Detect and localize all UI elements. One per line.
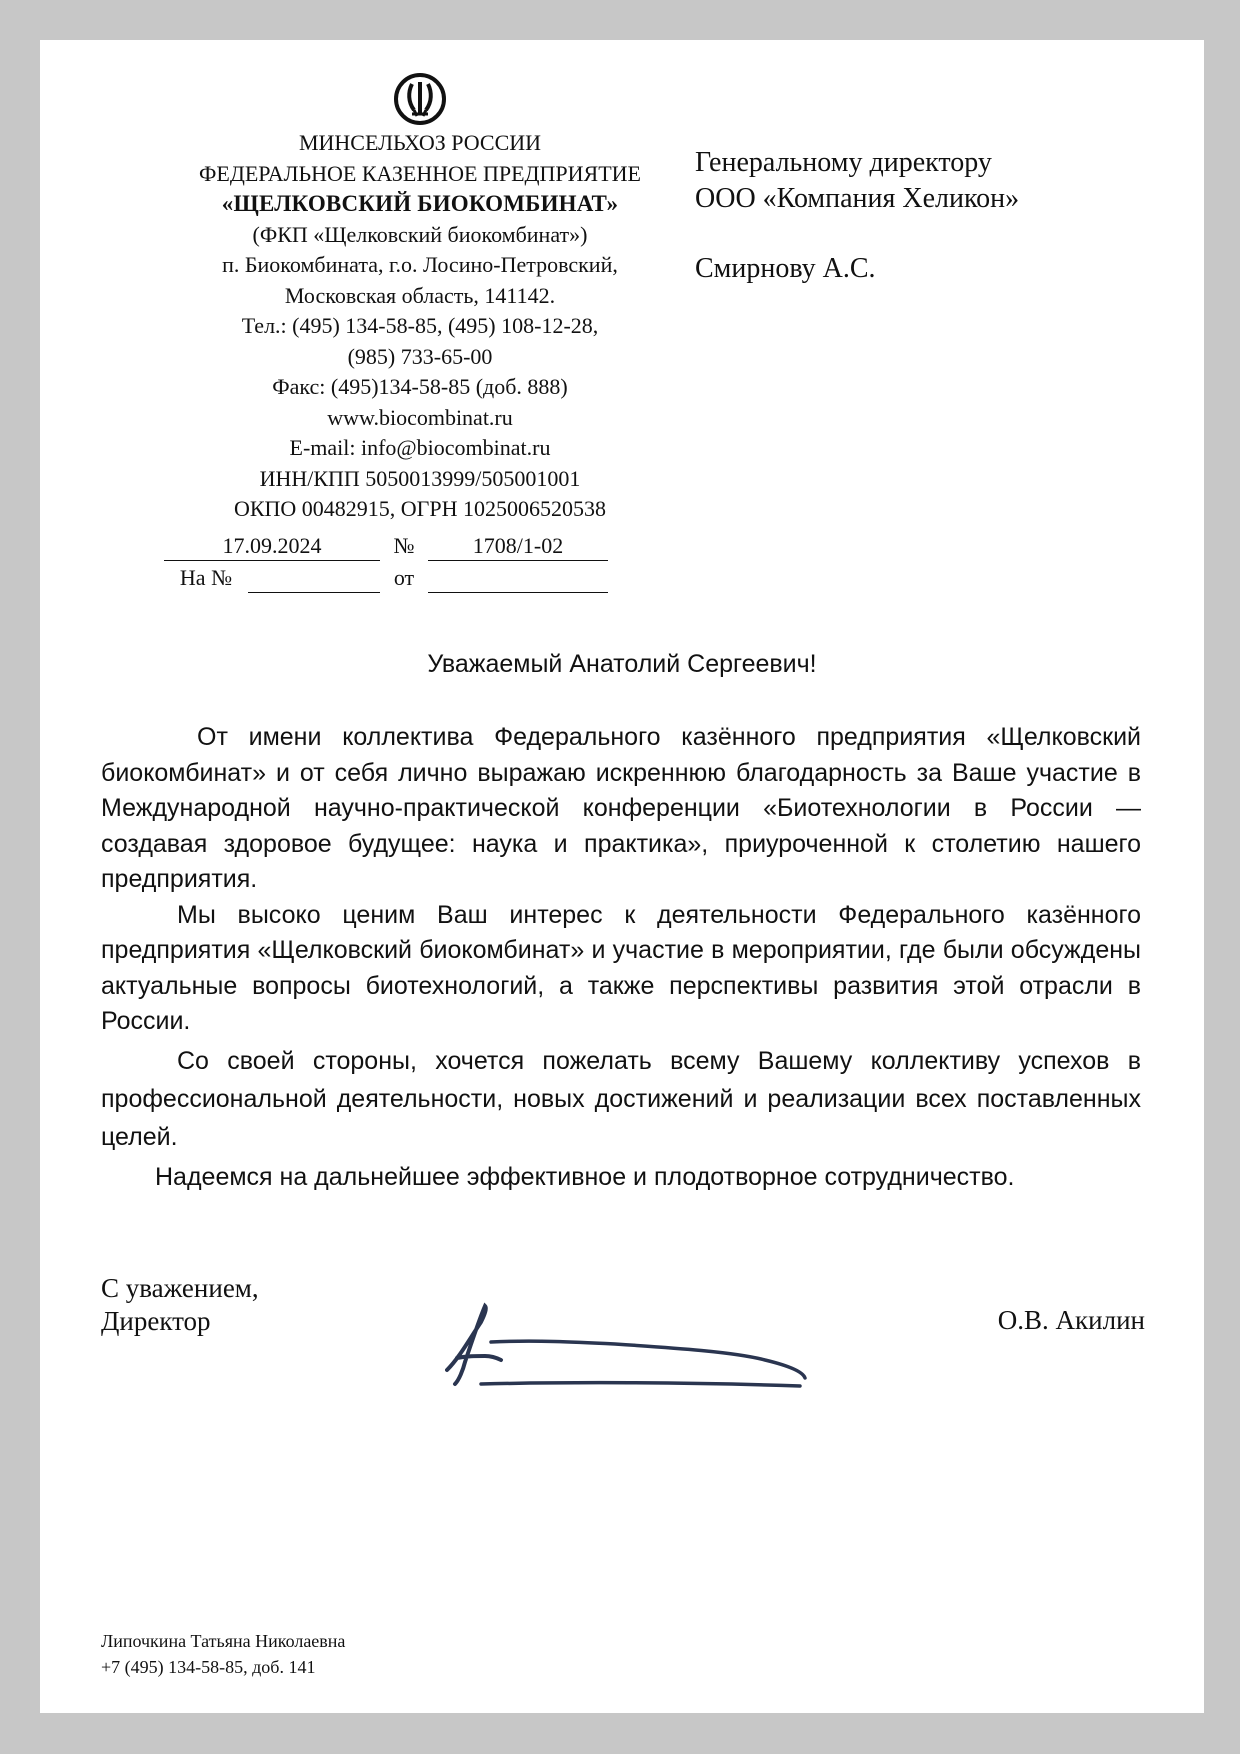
number-label: № — [393, 533, 415, 558]
address-line-1: п. Биокомбината, г.о. Лосино-Петровский, — [222, 252, 618, 277]
incoming-reference — [164, 564, 644, 594]
body-paragraph-2: Мы высоко ценим Ваш интерес к деятельности Федерального казённого предприятия «Щелковский биокомбинат» и участие в мероприятии, где были обсуждены актуальные вопросы биотехнологий, а также перспективы развития этой отрасли в России. — [101, 900, 1141, 1035]
okpo-ogrn-line: ОКПО 00482915, ОГРН 1025006520538 — [233, 496, 607, 521]
letter-body — [101, 720, 1141, 1195]
body-paragraph-3: Со своей стороны, хочется пожелать всему Вашему коллективу успехов в профессиональной деятельности, новых достижений и реализации всех поставленных целей. — [101, 1046, 1141, 1151]
org-short-name: (ФКП «Щелковский биокомбинат») — [252, 221, 588, 247]
phone-line-1: Тел.: (495) 134-58-85, (495) 108-12-28, — [241, 313, 599, 338]
letterhead — [146, 72, 694, 525]
executor-name: Липочкина Татьяна Николаевна — [101, 1631, 346, 1651]
closing-regards: С уважением, — [101, 1273, 259, 1303]
biokombinat-emblem-icon — [390, 72, 450, 126]
executor-block — [101, 1628, 345, 1680]
outgoing-reference — [164, 532, 644, 562]
addressee-position: Генеральному директору — [695, 147, 992, 178]
closing-block — [101, 1272, 259, 1338]
org-name: «ЩЕЛКОВСКИЙ БИОКОМБИНАТ» — [221, 191, 619, 216]
letter-number: 1708/1-02 — [428, 532, 608, 561]
website-link[interactable]: www.biocombinat.ru — [327, 404, 513, 430]
inn-kpp-line: ИНН/КПП 5050013999/505001001 — [259, 465, 581, 491]
body-paragraph-4: Надеемся на дальнейшее эффективное и плодотворное сотрудничество. — [155, 1162, 1015, 1191]
executor-phone: +7 (495) 134-58-85, доб. 141 — [101, 1657, 316, 1677]
letter-page — [40, 40, 1204, 1713]
signer-name: О.В. Акилин — [997, 1305, 1145, 1335]
address-line-2: Московская область, 141142. — [284, 282, 556, 308]
body-paragraph-1: От имени коллектива Федерального казённого предприятия «Щелковский биокомбинат» и от себя лично выражаю искреннюю благодарность за Ваше участие в Международной научно-практической конференции «Биотехнологии в России — создавая здоровое будущее: наука и практика», приуроченной к столетию нашего предприятия. — [101, 723, 1141, 893]
email-line[interactable]: E-mail: info@biocombinat.ru — [289, 435, 551, 460]
reply-date — [428, 564, 608, 593]
addressee-company: ООО «Компания Хеликон» — [695, 183, 1020, 214]
addressee-block — [695, 145, 1019, 287]
ministry-name: МИНСЕЛЬХОЗ РОССИИ — [298, 130, 542, 155]
salutation: Уважаемый Анатолий Сергеевич! — [427, 650, 817, 678]
handwritten-signature — [445, 1300, 845, 1410]
signer-position: Директор — [101, 1306, 211, 1336]
phone-line-2: (985) 733-65-00 — [347, 343, 493, 369]
fax-line: Факс: (495)134-58-85 (доб. 888) — [272, 374, 568, 399]
letter-date: 17.09.2024 — [164, 532, 380, 561]
reply-number — [248, 564, 380, 593]
addressee-name: Смирнову А.С. — [695, 253, 876, 284]
reply-label: На № — [179, 565, 233, 590]
org-type: ФЕДЕРАЛЬНОЕ КАЗЕННОЕ ПРЕДПРИЯТИЕ — [199, 160, 641, 186]
from-label: от — [393, 565, 415, 590]
